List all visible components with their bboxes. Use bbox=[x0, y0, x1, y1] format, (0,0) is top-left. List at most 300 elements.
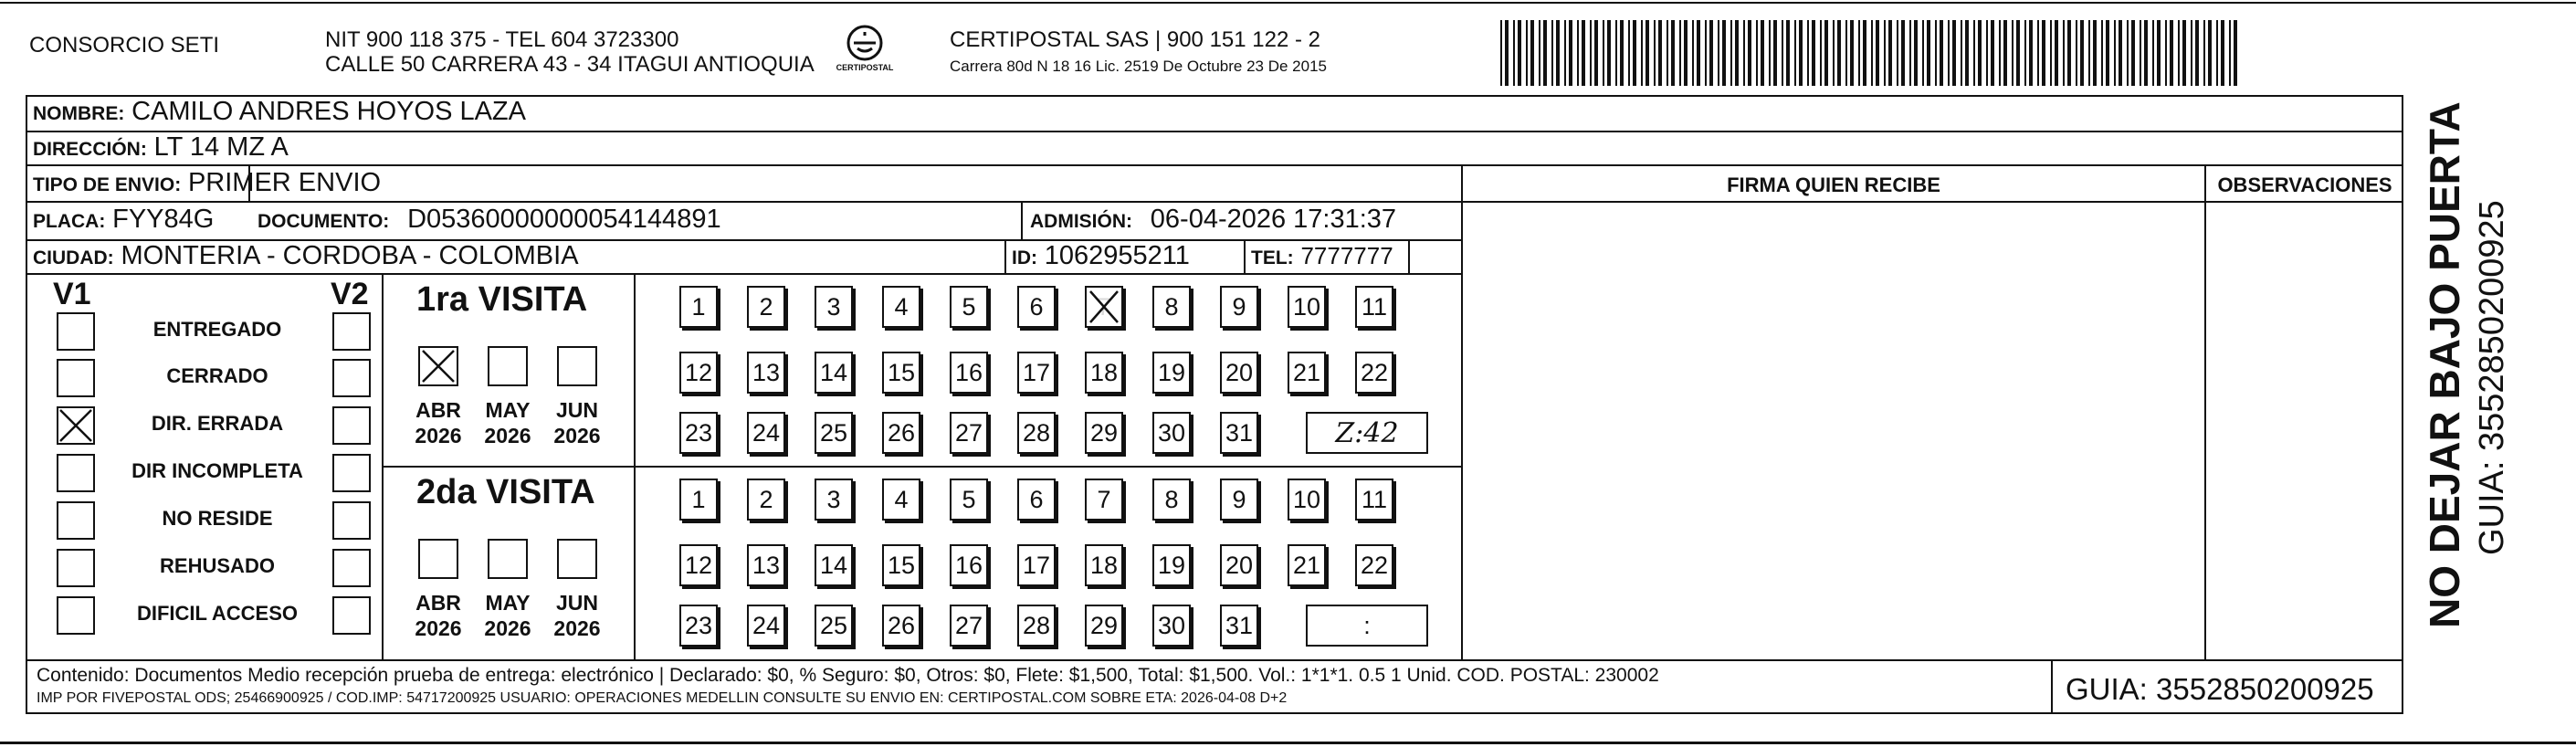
barcode-bar bbox=[1722, 20, 1726, 86]
barcode-bar bbox=[1850, 20, 1854, 86]
barcode-bar bbox=[2152, 20, 2154, 86]
row-line bbox=[26, 164, 2403, 166]
barcode-bar bbox=[1590, 20, 1592, 86]
barcode-bar bbox=[1922, 20, 1924, 86]
month-label bbox=[408, 590, 468, 641]
month-name: ABR bbox=[415, 591, 461, 615]
day-box[interactable] bbox=[882, 352, 920, 394]
day-number: 10 bbox=[1292, 292, 1321, 321]
barcode-bar bbox=[2127, 20, 2129, 86]
day-box[interactable] bbox=[1152, 412, 1191, 454]
barcode-bar bbox=[1667, 20, 1668, 86]
v1-checkbox[interactable] bbox=[57, 454, 95, 492]
day-number: 27 bbox=[954, 418, 983, 447]
day-box[interactable] bbox=[679, 544, 718, 586]
day-box[interactable] bbox=[815, 286, 853, 328]
day-box[interactable] bbox=[1152, 479, 1191, 521]
day-number: 3 bbox=[826, 292, 841, 321]
day-number: 19 bbox=[1157, 358, 1186, 386]
bottom-rule bbox=[0, 742, 2576, 744]
ciudad-value: MONTERIA - CORDOBA - COLOMBIA bbox=[121, 241, 579, 270]
day-number: 9 bbox=[1232, 292, 1246, 321]
day-box[interactable] bbox=[815, 479, 853, 521]
barcode-bar bbox=[1807, 20, 1809, 86]
day-box[interactable] bbox=[747, 479, 785, 521]
barcode-bar bbox=[1773, 20, 1777, 86]
day-number: 1 bbox=[691, 485, 706, 513]
day-number: 2 bbox=[759, 292, 773, 321]
month-checkbox[interactable] bbox=[557, 346, 597, 386]
month-label bbox=[547, 590, 607, 641]
day-box[interactable] bbox=[1017, 479, 1056, 521]
day-box[interactable] bbox=[1220, 605, 1258, 647]
month-name: MAY bbox=[485, 398, 531, 422]
barcode-bar bbox=[2165, 20, 2167, 86]
day-number: 23 bbox=[684, 418, 713, 447]
visit-title: 2da VISITA bbox=[416, 473, 595, 511]
barcode-bar bbox=[1863, 20, 1866, 86]
barcode-bar bbox=[2016, 20, 2020, 86]
time-value: : bbox=[1363, 611, 1371, 639]
day-box[interactable] bbox=[882, 286, 920, 328]
barcode-bar bbox=[2216, 20, 2218, 86]
barcode-bar bbox=[1530, 20, 1534, 86]
barcode-bar bbox=[1620, 20, 1624, 86]
month-label bbox=[547, 397, 607, 448]
nit-line: NIT 900 118 375 - TEL 604 3723300 bbox=[325, 27, 679, 52]
day-number: 3 bbox=[826, 485, 841, 513]
barcode-bar bbox=[1692, 20, 1694, 86]
visit-divider bbox=[382, 466, 1461, 468]
barcode-bar bbox=[2234, 20, 2237, 86]
col-line bbox=[1244, 239, 1246, 274]
month-checkbox[interactable] bbox=[488, 539, 528, 579]
day-box[interactable] bbox=[882, 412, 920, 454]
v2-checkbox[interactable] bbox=[332, 359, 371, 397]
day-number: 31 bbox=[1225, 611, 1254, 639]
barcode-bar bbox=[2140, 20, 2141, 86]
col-line bbox=[1408, 239, 1410, 274]
day-box[interactable] bbox=[815, 544, 853, 586]
barcode-bar bbox=[2003, 20, 2007, 86]
status-option-label: NO RESIDE bbox=[162, 507, 273, 530]
barcode-bar bbox=[1914, 20, 1918, 86]
day-number: 7 bbox=[1097, 485, 1111, 513]
barcode-bar bbox=[1500, 20, 1502, 86]
day-box[interactable] bbox=[747, 605, 785, 647]
barcode-bar bbox=[1901, 20, 1905, 86]
v2-checkbox[interactable] bbox=[332, 312, 371, 351]
month-name: ABR bbox=[415, 398, 461, 422]
barcode-bar bbox=[1543, 20, 1547, 86]
license-line: Carrera 80d N 18 16 Lic. 2519 De Octubre 23 De 2015 bbox=[950, 58, 1327, 75]
day-box[interactable] bbox=[747, 286, 785, 328]
footer-line1: Contenido: Documentos Medio recepción prueba de entrega: electrónico | Declarado: $0, % Seguro: $0, Otros: $0, Flete: $1,500, Total: $1,500. Vol.: 1*1*1. 0.5 1 Unid. COD. POSTAL: 230002 bbox=[37, 665, 1659, 686]
day-number: 4 bbox=[894, 485, 909, 513]
barcode-bar bbox=[2131, 20, 2135, 86]
v2-checkbox[interactable] bbox=[332, 596, 371, 635]
day-number: 24 bbox=[752, 611, 781, 639]
tipo-envio-field bbox=[33, 168, 381, 200]
day-number: 1 bbox=[691, 292, 706, 321]
barcode-bar bbox=[1858, 20, 1860, 86]
barcode-bar bbox=[1812, 20, 1815, 86]
top-rule bbox=[0, 2, 2576, 4]
v2-checkbox[interactable] bbox=[332, 501, 371, 540]
barcode-bar bbox=[1794, 20, 1796, 86]
documento-label: DOCUMENTO: bbox=[258, 211, 390, 232]
month-checkbox[interactable] bbox=[557, 539, 597, 579]
day-box[interactable] bbox=[747, 352, 785, 394]
day-box[interactable] bbox=[950, 479, 988, 521]
v1-checkbox[interactable] bbox=[57, 501, 95, 540]
barcode-bar bbox=[2114, 20, 2116, 86]
barcode-bar bbox=[2208, 20, 2212, 86]
direccion-field bbox=[33, 132, 289, 164]
tipo-envio-value: PRIMER ENVIO bbox=[187, 168, 382, 197]
barcode-bar bbox=[1820, 20, 1822, 86]
admision-value: 06-04-2026 17:31:37 bbox=[1150, 205, 1397, 234]
day-number: 11 bbox=[1361, 485, 1388, 513]
barcode-bar bbox=[2067, 20, 2071, 86]
barcode-bar bbox=[1948, 20, 1950, 86]
day-number: 18 bbox=[1089, 358, 1119, 386]
month-checkbox[interactable] bbox=[418, 346, 458, 386]
month-label bbox=[478, 397, 538, 448]
day-box[interactable] bbox=[1288, 479, 1326, 521]
barcode-bar bbox=[1671, 20, 1675, 86]
barcode-bar bbox=[1897, 20, 1898, 86]
v1-checkbox[interactable] bbox=[57, 549, 95, 587]
v2-checkbox[interactable] bbox=[332, 549, 371, 587]
day-box[interactable] bbox=[1220, 412, 1258, 454]
day-box[interactable] bbox=[815, 412, 853, 454]
barcode-bar bbox=[1513, 20, 1515, 86]
month-label bbox=[478, 590, 538, 641]
barcode-bar bbox=[2024, 20, 2026, 86]
day-number: 15 bbox=[887, 551, 916, 579]
day-number: 13 bbox=[752, 358, 781, 386]
nombre-label: NOMBRE: bbox=[33, 103, 125, 124]
day-number: 2 bbox=[759, 485, 773, 513]
tel-label: TEL: bbox=[1251, 247, 1294, 268]
direccion-label: DIRECCIÓN: bbox=[33, 139, 147, 160]
barcode-bar bbox=[1569, 20, 1572, 86]
barcode-bar bbox=[2050, 20, 2052, 86]
day-box[interactable] bbox=[1152, 352, 1191, 394]
day-box[interactable] bbox=[1220, 544, 1258, 586]
barcode-bar bbox=[2229, 20, 2231, 86]
month-name: MAY bbox=[485, 591, 531, 615]
month-year: 2026 bbox=[553, 616, 601, 640]
v1-checkbox[interactable] bbox=[57, 406, 95, 445]
day-number: 19 bbox=[1157, 551, 1186, 579]
barcode-bar bbox=[1799, 20, 1803, 86]
day-box[interactable] bbox=[1288, 544, 1326, 586]
day-box[interactable] bbox=[1152, 286, 1191, 328]
day-number: 28 bbox=[1022, 418, 1051, 447]
time-box[interactable] bbox=[1306, 412, 1428, 454]
barcode-bar bbox=[1769, 20, 1771, 86]
barcode-bar bbox=[1518, 20, 1521, 86]
barcode-bar bbox=[1973, 20, 1975, 86]
day-box[interactable] bbox=[1085, 544, 1123, 586]
tel-field bbox=[1251, 241, 1393, 273]
day-box[interactable] bbox=[1017, 544, 1056, 586]
day-number: 22 bbox=[1360, 358, 1389, 386]
barcode-bar bbox=[2182, 20, 2186, 86]
barcode-bar bbox=[1582, 20, 1585, 86]
day-box[interactable] bbox=[747, 544, 785, 586]
observaciones-header: OBSERVACIONES bbox=[2217, 174, 2392, 196]
day-number: 16 bbox=[954, 551, 983, 579]
barcode-bar bbox=[1730, 20, 1732, 86]
day-number: 14 bbox=[819, 551, 848, 579]
barcode-bar bbox=[2029, 20, 2033, 86]
barcode-bar bbox=[1603, 20, 1604, 86]
address-line: CALLE 50 CARRERA 43 - 34 ITAGUI ANTIOQUIA bbox=[325, 52, 815, 77]
row-line bbox=[26, 201, 1461, 203]
day-number: 25 bbox=[819, 611, 848, 639]
day-box[interactable] bbox=[679, 352, 718, 394]
no-dejar-bajo-puerta: NO DEJAR BAJO PUERTA bbox=[2421, 101, 2468, 628]
barcode-bar bbox=[1871, 20, 1873, 86]
day-box[interactable] bbox=[950, 605, 988, 647]
barcode-bar bbox=[1743, 20, 1745, 86]
barcode-bar bbox=[1526, 20, 1528, 86]
barcode-bar bbox=[1577, 20, 1579, 86]
v2-checkbox[interactable] bbox=[332, 406, 371, 445]
col-line bbox=[2204, 164, 2206, 659]
barcode-bar bbox=[1654, 20, 1656, 86]
barcode-bar bbox=[1679, 20, 1681, 86]
day-box[interactable] bbox=[950, 412, 988, 454]
day-box[interactable] bbox=[1355, 544, 1393, 586]
day-box[interactable] bbox=[679, 412, 718, 454]
day-number: 6 bbox=[1029, 485, 1044, 513]
day-number: 26 bbox=[887, 611, 916, 639]
barcode-bar bbox=[1551, 20, 1553, 86]
side-guia: GUIA: 3552850200925 bbox=[2473, 200, 2511, 555]
barcode-bar bbox=[1888, 20, 1892, 86]
documento-value: D05360000000054144891 bbox=[407, 205, 721, 234]
month-year: 2026 bbox=[484, 616, 531, 640]
day-box[interactable] bbox=[950, 544, 988, 586]
day-box[interactable] bbox=[1017, 412, 1056, 454]
barcode-bar bbox=[1927, 20, 1930, 86]
row-line bbox=[26, 273, 1461, 275]
documento-field bbox=[258, 205, 721, 237]
v1-checkbox[interactable] bbox=[57, 596, 95, 635]
footer-line2: IMP POR FIVEPOSTAL ODS; 25466900925 / COD.IMP: 54717200925 USUARIO: OPERACIONES MEDELLIN CONSULTE SU ENVIO EN: CERTIPOSTAL.COM SOBRE ETA: 2026-04-08 D+2 bbox=[37, 690, 1288, 706]
barcode-bar bbox=[2088, 20, 2090, 86]
month-year: 2026 bbox=[484, 424, 531, 447]
day-box[interactable] bbox=[1017, 286, 1056, 328]
visit-divider bbox=[634, 273, 636, 659]
day-number: 29 bbox=[1089, 611, 1119, 639]
col-line bbox=[1021, 201, 1023, 239]
barcode-bar bbox=[1845, 20, 1847, 86]
time-value: Z:42 bbox=[1335, 416, 1399, 449]
day-box[interactable] bbox=[1355, 286, 1393, 328]
day-number: 21 bbox=[1292, 551, 1321, 579]
day-box[interactable] bbox=[679, 286, 718, 328]
barcode-bar bbox=[1735, 20, 1739, 86]
day-number: 20 bbox=[1225, 551, 1254, 579]
barcode-bar bbox=[1965, 20, 1969, 86]
day-box[interactable] bbox=[882, 544, 920, 586]
day-box[interactable] bbox=[747, 412, 785, 454]
day-box[interactable] bbox=[815, 605, 853, 647]
day-box[interactable] bbox=[950, 352, 988, 394]
logo-text: CERTIPOSTAL bbox=[836, 63, 894, 72]
day-box[interactable] bbox=[815, 352, 853, 394]
month-year: 2026 bbox=[415, 424, 462, 447]
direccion-value: LT 14 MZ A bbox=[153, 132, 289, 162]
barcode-bar bbox=[1684, 20, 1688, 86]
month-year: 2026 bbox=[553, 424, 601, 447]
day-box[interactable] bbox=[882, 605, 920, 647]
day-box[interactable] bbox=[679, 479, 718, 521]
barcode-bar bbox=[1935, 20, 1937, 86]
barcode-bar bbox=[1539, 20, 1540, 86]
day-box[interactable] bbox=[1220, 286, 1258, 328]
visit-title: 1ra VISITA bbox=[416, 280, 588, 319]
day-box[interactable] bbox=[1288, 286, 1326, 328]
day-box[interactable] bbox=[1085, 352, 1123, 394]
barcode-bar bbox=[1940, 20, 1943, 86]
barcode-bar bbox=[1991, 20, 1994, 86]
day-box[interactable] bbox=[1220, 479, 1258, 521]
barcode-bar bbox=[1978, 20, 1982, 86]
day-number: 24 bbox=[752, 418, 781, 447]
day-number: 8 bbox=[1164, 485, 1179, 513]
row-line bbox=[26, 131, 2403, 132]
tel-value: 7777777 bbox=[1300, 242, 1393, 269]
barcode-bar bbox=[1782, 20, 1783, 86]
day-box[interactable] bbox=[1017, 605, 1056, 647]
barcode-bar bbox=[2080, 20, 2084, 86]
id-field bbox=[1012, 241, 1190, 273]
time-box[interactable] bbox=[1306, 605, 1428, 647]
status-option-label: ENTREGADO bbox=[152, 318, 282, 341]
day-box[interactable] bbox=[882, 479, 920, 521]
firma-header: FIRMA QUIEN RECIBE bbox=[1727, 174, 1940, 196]
status-option-label: DIFICIL ACCESO bbox=[136, 602, 298, 625]
day-number: 5 bbox=[962, 485, 976, 513]
barcode-bar bbox=[2037, 20, 2039, 86]
day-number: 8 bbox=[1164, 292, 1179, 321]
nombre-field bbox=[33, 97, 526, 129]
barcode-bar bbox=[2101, 20, 2103, 86]
barcode-bar bbox=[1505, 20, 1509, 86]
col-line bbox=[1004, 239, 1006, 274]
day-box[interactable] bbox=[1017, 352, 1056, 394]
month-year: 2026 bbox=[415, 616, 462, 640]
day-number: 23 bbox=[684, 611, 713, 639]
day-number: 4 bbox=[894, 292, 909, 321]
status-option-label: CERRADO bbox=[166, 364, 268, 387]
day-number: 21 bbox=[1292, 358, 1321, 386]
day-box[interactable] bbox=[679, 605, 718, 647]
barcode-bar bbox=[2170, 20, 2173, 86]
day-number: 15 bbox=[887, 358, 916, 386]
month-label bbox=[408, 397, 468, 448]
day-box[interactable] bbox=[950, 286, 988, 328]
day-number: 30 bbox=[1157, 611, 1186, 639]
day-box[interactable] bbox=[1220, 352, 1258, 394]
day-box[interactable] bbox=[1085, 605, 1123, 647]
day-box[interactable] bbox=[1085, 412, 1123, 454]
barcode-bar bbox=[1756, 20, 1758, 86]
day-number: 6 bbox=[1029, 292, 1044, 321]
barcode-bar bbox=[1718, 20, 1719, 86]
barcode-bar bbox=[1705, 20, 1707, 86]
barcode-bar bbox=[1837, 20, 1841, 86]
admision-label: ADMISIÓN: bbox=[1030, 211, 1132, 232]
barcode-bar bbox=[1986, 20, 1988, 86]
day-number: 20 bbox=[1225, 358, 1254, 386]
barcode-bar bbox=[2055, 20, 2058, 86]
barcode-bar bbox=[2203, 20, 2205, 86]
barcode-bar bbox=[1833, 20, 1835, 86]
day-box[interactable] bbox=[1085, 479, 1123, 521]
day-number: 28 bbox=[1022, 611, 1051, 639]
barcode-bar bbox=[1556, 20, 1560, 86]
row-line bbox=[1461, 201, 2403, 203]
barcode-bar bbox=[1645, 20, 1649, 86]
barcode-bar bbox=[1961, 20, 1962, 86]
month-checkbox[interactable] bbox=[488, 346, 528, 386]
nombre-value: CAMILO ANDRES HOYOS LAZA bbox=[131, 97, 526, 126]
placa-value: FYY84G bbox=[112, 205, 215, 234]
day-box[interactable] bbox=[1152, 544, 1191, 586]
day-box[interactable] bbox=[1355, 352, 1393, 394]
day-box[interactable] bbox=[1085, 286, 1123, 328]
month-checkbox[interactable] bbox=[418, 539, 458, 579]
day-number: 10 bbox=[1292, 485, 1321, 513]
day-number: 17 bbox=[1022, 358, 1051, 386]
month-name: JUN bbox=[555, 591, 598, 615]
v1-checkbox[interactable] bbox=[57, 312, 95, 351]
v2-checkbox[interactable] bbox=[332, 454, 371, 492]
day-number: 18 bbox=[1089, 551, 1119, 579]
day-number: 13 bbox=[752, 551, 781, 579]
day-box[interactable] bbox=[1288, 352, 1326, 394]
barcode-bar bbox=[2191, 20, 2192, 86]
v1-checkbox[interactable] bbox=[57, 359, 95, 397]
barcode-bar bbox=[2012, 20, 2013, 86]
certipostal-logo bbox=[826, 23, 903, 81]
day-number: 17 bbox=[1022, 551, 1051, 579]
day-number: 27 bbox=[954, 611, 983, 639]
day-number: 9 bbox=[1232, 485, 1246, 513]
day-box[interactable] bbox=[1152, 605, 1191, 647]
barcode-bar bbox=[2076, 20, 2077, 86]
day-box[interactable] bbox=[1355, 479, 1393, 521]
barcode-bar bbox=[1594, 20, 1598, 86]
month-name: JUN bbox=[555, 398, 598, 422]
barcode-bar bbox=[2119, 20, 2122, 86]
barcode-bar bbox=[1876, 20, 1879, 86]
day-number: 29 bbox=[1089, 418, 1119, 447]
tipo-envio-label: TIPO DE ENVIO: bbox=[33, 174, 182, 195]
day-number: 31 bbox=[1225, 418, 1254, 447]
day-number: 25 bbox=[819, 418, 848, 447]
placa-label: PLACA: bbox=[33, 211, 106, 232]
barcode-bar bbox=[1615, 20, 1617, 86]
barcode-bar bbox=[1761, 20, 1764, 86]
